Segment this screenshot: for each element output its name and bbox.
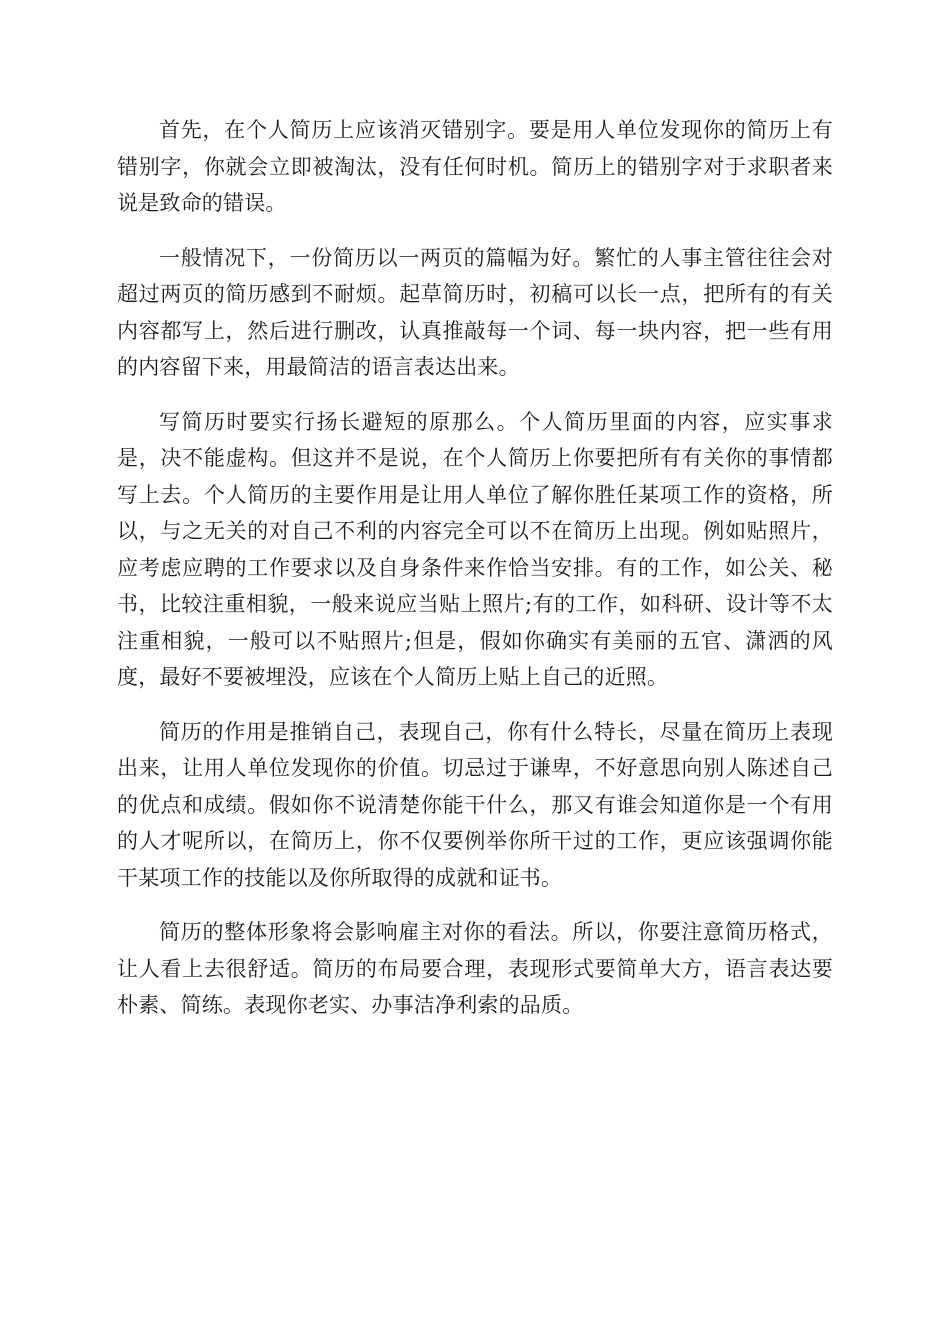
paragraph-typos: 首先，在个人简历上应该消灭错别字。要是用人单位发现你的简历上有错别字，你就会立即被淘汰，没有任何时机。简历上的错别字对于求职者来说是致命的错误。 bbox=[117, 118, 833, 215]
paragraph-self-promotion: 简历的作用是推销自己，表现自己，你有什么特长，尽量在简历上表现出来，让用人单位发现你的价值。切忌过于谦卑，不好意思向别人陈述自己的优点和成绩。假如你不说清楚你能干什么，那又有谁会知道你是一个有用的人才呢所以，在简历上，你不仅要例举你所干过的工作，更应该强调你能干某项工作的技能以及你所取得的成就和证书。 bbox=[117, 719, 833, 890]
document-page bbox=[117, 112, 833, 1042]
paragraph-strengths: 写简历时要实行扬长避短的原那么。个人简历里面的内容，应实事求是，决不能虚构。但这并不是说，在个人简历上你要把所有有关你的事情都写上去。个人简历的主要作用是让用人单位了解你胜任某项工作的资格，所以，与之无关的对自己不利的内容完全可以不在简历上出现。例如贴照片，应考虑应聘的工作要求以及自身条件来作恰当安排。有的工作，如公关、秘书，比较注重相貌，一般来说应当贴上照片;有的工作，如科研、设计等不太注重相貌，一般可以不贴照片;但是，假如你确实有美丽的五官、潇洒的风度，最好不要被埋没，应该在个人简历上贴上自己的近照。 bbox=[117, 409, 833, 689]
paragraph-length: 一般情况下，一份简历以一两页的篇幅为好。繁忙的人事主管往往会对超过两页的简历感到不耐烦。起草简历时，初稿可以长一点，把所有的有关内容都写上，然后进行删改，认真推敲每一个词、每一块内容，把一些有用的内容留下来，用最简洁的语言表达出来。 bbox=[117, 245, 833, 379]
paragraph-format: 简历的整体形象将会影响雇主对你的看法。所以，你要注意简历格式，让人看上去很舒适。简历的布局要合理，表现形式要简单大方，语言表达要朴素、简练。表现你老实、办事洁净利索的品质。 bbox=[117, 920, 833, 1017]
